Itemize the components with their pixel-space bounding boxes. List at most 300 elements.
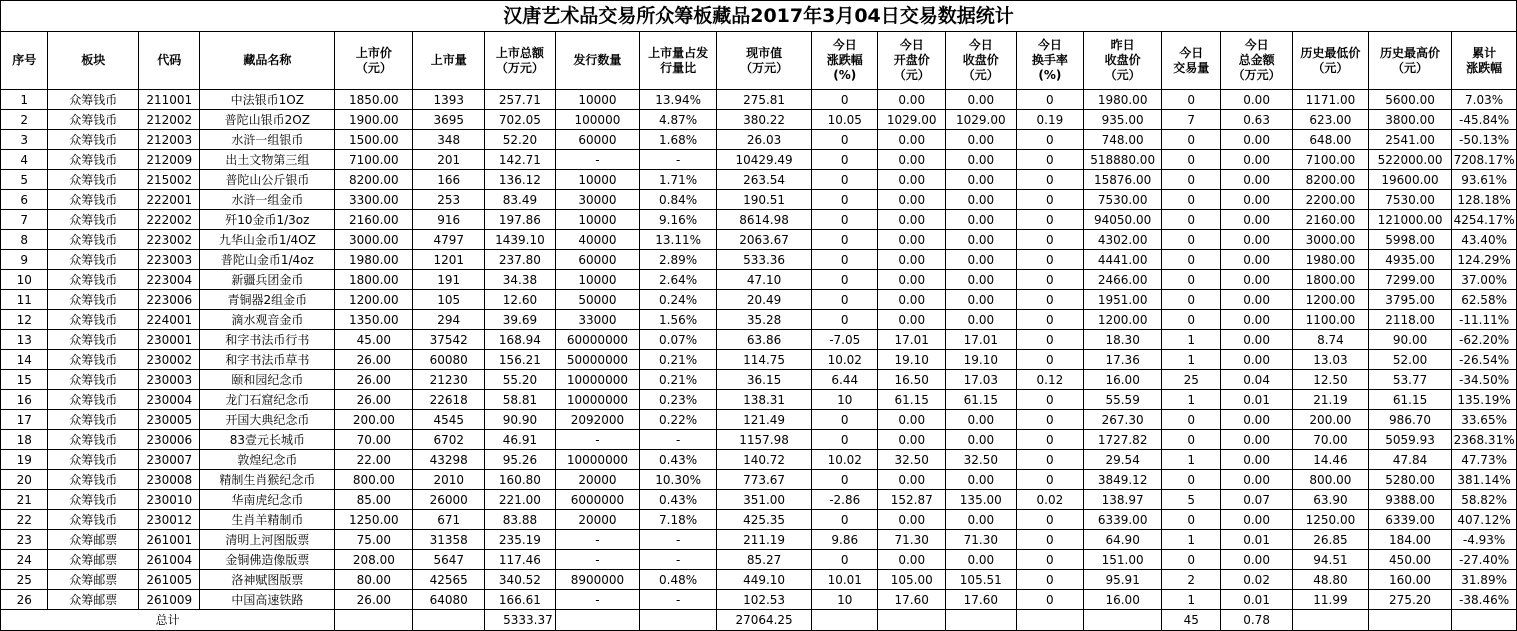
table-cell: 200.00 — [335, 410, 413, 430]
table-cell: 60000 — [555, 130, 639, 150]
table-cell: 230003 — [139, 370, 200, 390]
table-cell: 0 — [1016, 410, 1084, 430]
table-cell: 184.00 — [1368, 530, 1451, 550]
column-header-line: （万元） — [1232, 68, 1281, 82]
table-cell: 0 — [1016, 390, 1084, 410]
table-cell: 223004 — [139, 270, 200, 290]
table-cell: 19 — [1, 450, 48, 470]
table-row — [1, 470, 1517, 490]
table-cell: 33.65% — [1452, 410, 1517, 430]
table-cell: 0.00 — [878, 230, 946, 250]
table-cell: 0 — [812, 430, 878, 450]
table-cell: 0.12 — [1016, 370, 1084, 390]
column-header-line: 交易量 — [1173, 60, 1210, 75]
table-cell: 0.00 — [1221, 230, 1293, 250]
table-cell: -62.20% — [1452, 330, 1517, 350]
table-cell: 0.00 — [945, 430, 1016, 450]
table-cell: 7530.00 — [1368, 190, 1451, 210]
table-cell: 0.00 — [878, 250, 946, 270]
table-cell: 0.00 — [945, 150, 1016, 170]
table-cell: 211.19 — [717, 530, 812, 550]
table-cell: 0.48% — [640, 570, 717, 590]
table-cell: -2.86 — [812, 490, 878, 510]
table-cell: 0.23% — [640, 390, 717, 410]
table-cell: 223002 — [139, 230, 200, 250]
table-cell: 0.00 — [1221, 210, 1293, 230]
table-cell: 8614.98 — [717, 210, 812, 230]
table-cell: 0.00 — [1221, 270, 1293, 290]
table-cell: 671 — [413, 510, 485, 530]
table-cell: 水浒一组金币 — [200, 190, 335, 210]
table-cell: 20000 — [555, 510, 639, 530]
table-cell: 2 — [1, 110, 48, 130]
table-cell: 2541.00 — [1368, 130, 1451, 150]
table-cell: 9388.00 — [1368, 490, 1451, 510]
table-cell: 197.86 — [485, 210, 556, 230]
table-row — [1, 370, 1517, 390]
table-cell: 136.12 — [485, 170, 556, 190]
table-cell: 90.00 — [1368, 330, 1451, 350]
table-cell: 0 — [1162, 250, 1221, 270]
table-cell: 20 — [1, 470, 48, 490]
table-cell: 1157.98 — [717, 430, 812, 450]
table-cell: 63.90 — [1292, 490, 1368, 510]
table-cell: 10000 — [555, 170, 639, 190]
table-cell: 60080 — [413, 350, 485, 370]
table-cell: 215002 — [139, 170, 200, 190]
table-cell: 0.00 — [1221, 430, 1293, 450]
table-cell: 11.99 — [1292, 590, 1368, 610]
column-header — [1221, 32, 1293, 90]
table-cell: - — [555, 550, 639, 570]
table-cell: 263.54 — [717, 170, 812, 190]
table-cell: 702.05 — [485, 110, 556, 130]
table-cell: 0.00 — [878, 290, 946, 310]
table-cell: 10.30% — [640, 470, 717, 490]
table-cell: 0.00 — [878, 550, 946, 570]
table-cell: 0 — [812, 410, 878, 430]
table-cell: 0.21% — [640, 350, 717, 370]
table-cell: 1800.00 — [1292, 270, 1368, 290]
table-row — [1, 350, 1517, 370]
table-cell: 34.38 — [485, 270, 556, 290]
table-cell: 95.91 — [1084, 570, 1162, 590]
table-cell: 17 — [1, 410, 48, 430]
table-cell: 17.60 — [945, 590, 1016, 610]
table-cell: 0 — [812, 130, 878, 150]
table-cell: 众筹钱币 — [48, 110, 139, 130]
table-cell: 85.00 — [335, 490, 413, 510]
column-header — [812, 32, 878, 90]
table-cell: 0.00 — [945, 130, 1016, 150]
table-cell: 众筹钱币 — [48, 210, 139, 230]
table-cell: 6339.00 — [1368, 510, 1451, 530]
table-cell: 0.63 — [1221, 110, 1293, 130]
table-cell: 12.50 — [1292, 370, 1368, 390]
table-cell: 水浒一组银币 — [200, 130, 335, 150]
table-cell: 12.60 — [485, 290, 556, 310]
table-cell: 42565 — [413, 570, 485, 590]
table-cell: 151.00 — [1084, 550, 1162, 570]
header-row — [1, 32, 1517, 90]
table-cell: 2368.31% — [1452, 430, 1517, 450]
column-header-line: 开盘价 — [893, 53, 930, 67]
table-cell: 0.00 — [1221, 410, 1293, 430]
table-cell: 100000 — [555, 110, 639, 130]
total-row — [1, 610, 1517, 631]
table-cell: 0.00 — [878, 210, 946, 230]
table-cell: 7.18% — [640, 510, 717, 530]
column-header — [335, 32, 413, 90]
table-row — [1, 330, 1517, 350]
table-cell: 众筹钱币 — [48, 510, 139, 530]
column-header-line: （元） — [1104, 68, 1141, 82]
table-cell: 32.50 — [878, 450, 946, 470]
table-cell: 0.00 — [945, 290, 1016, 310]
table-cell: 83.88 — [485, 510, 556, 530]
column-header — [1292, 32, 1368, 90]
table-cell: 211001 — [139, 90, 200, 110]
table-cell: 3795.00 — [1368, 290, 1451, 310]
table-cell: 47.73% — [1452, 450, 1517, 470]
table-cell: -34.50% — [1452, 370, 1517, 390]
table-cell: 0.00 — [878, 190, 946, 210]
column-header-line: （元） — [1312, 60, 1349, 75]
table-row — [1, 90, 1517, 110]
table-cell: 1 — [1162, 350, 1221, 370]
table-cell: 45.00 — [335, 330, 413, 350]
table-cell: 滴水观音金币 — [200, 310, 335, 330]
table-cell: 0.84% — [640, 190, 717, 210]
column-header-line: 总金额 — [1238, 53, 1275, 67]
table-cell: 9.16% — [640, 210, 717, 230]
table-cell: 0.07% — [640, 330, 717, 350]
table-cell: 21230 — [413, 370, 485, 390]
table-cell: 0 — [1016, 150, 1084, 170]
table-cell: 8200.00 — [335, 170, 413, 190]
table-cell: 6702 — [413, 430, 485, 450]
table-cell: 17.01 — [945, 330, 1016, 350]
table-cell: 3300.00 — [335, 190, 413, 210]
table-row — [1, 230, 1517, 250]
table-cell: 230001 — [139, 330, 200, 350]
table-row — [1, 430, 1517, 450]
table-cell: 0 — [1016, 430, 1084, 450]
table-cell: 10 — [812, 390, 878, 410]
column-header-line: （元） — [1392, 60, 1429, 75]
table-cell: 金铜佛造像版票 — [200, 550, 335, 570]
table-cell: - — [640, 430, 717, 450]
table-cell: 普陀山银币2OZ — [200, 110, 335, 130]
table-cell: 43298 — [413, 450, 485, 470]
table-cell: 众筹钱币 — [48, 130, 139, 150]
table-cell: 0 — [1162, 510, 1221, 530]
table-cell: 4797 — [413, 230, 485, 250]
table-cell: 7100.00 — [1292, 150, 1368, 170]
table-cell: 6339.00 — [1084, 510, 1162, 530]
table-cell: 0 — [812, 310, 878, 330]
column-header-line: 历史最高价 — [1380, 45, 1441, 60]
table-cell: 22618 — [413, 390, 485, 410]
table-cell: 75.00 — [335, 530, 413, 550]
table-cell: 0 — [1162, 150, 1221, 170]
table-cell: 出土文物第三组 — [200, 150, 335, 170]
column-header — [878, 32, 946, 90]
table-cell: 2092000 — [555, 410, 639, 430]
table-cell: 清明上河图版票 — [200, 530, 335, 550]
table-cell: 20000 — [555, 470, 639, 490]
table-cell: 0 — [812, 290, 878, 310]
table-row — [1, 450, 1517, 470]
table-row — [1, 550, 1517, 570]
column-header-line: 涨跌幅 — [1466, 60, 1503, 75]
table-cell: 200.00 — [1292, 410, 1368, 430]
table-cell: 16.00 — [1084, 370, 1162, 390]
table-cell: 31.89% — [1452, 570, 1517, 590]
table-cell: 135.00 — [945, 490, 1016, 510]
table-cell: 53.77 — [1368, 370, 1451, 390]
table-cell: 26.03 — [717, 130, 812, 150]
table-cell: 230008 — [139, 470, 200, 490]
table-cell: 17.60 — [878, 590, 946, 610]
column-header — [1162, 32, 1221, 90]
table-cell: 0.00 — [878, 270, 946, 290]
table-cell: 九华山金币1/4OZ — [200, 230, 335, 250]
table-cell: 2.64% — [640, 270, 717, 290]
table-cell: 众筹邮票 — [48, 550, 139, 570]
column-header-line: 今日 — [968, 38, 993, 52]
table-cell: 6.44 — [812, 370, 878, 390]
table-cell: 歼10金币1/3oz — [200, 210, 335, 230]
table-cell: 90.90 — [485, 410, 556, 430]
column-header-line: 行量比 — [660, 60, 697, 75]
table-cell: 267.30 — [1084, 410, 1162, 430]
column-header-line: （元） — [355, 60, 392, 75]
table-cell: 80.00 — [335, 570, 413, 590]
table-cell: 10000 — [555, 270, 639, 290]
table-cell: 0.00 — [1221, 190, 1293, 210]
table-row — [1, 310, 1517, 330]
table-cell: 0 — [1162, 290, 1221, 310]
table-cell: 4441.00 — [1084, 250, 1162, 270]
table-row — [1, 190, 1517, 210]
table-cell: 22.00 — [335, 450, 413, 470]
table-cell: -26.54% — [1452, 350, 1517, 370]
table-cell: -50.13% — [1452, 130, 1517, 150]
table-cell: 0.02 — [1016, 490, 1084, 510]
table-cell: 23 — [1, 530, 48, 550]
table-cell: - — [640, 590, 717, 610]
table-cell: 1850.00 — [335, 90, 413, 110]
table-row — [1, 250, 1517, 270]
table-cell: 800.00 — [1292, 470, 1368, 490]
table-cell: 众筹钱币 — [48, 370, 139, 390]
table-cell: 257.71 — [485, 90, 556, 110]
table-cell: 94050.00 — [1084, 210, 1162, 230]
table-cell: 开国大典纪念币 — [200, 410, 335, 430]
table-row — [1, 270, 1517, 290]
table-cell: 0.00 — [945, 250, 1016, 270]
table-cell: 237.80 — [485, 250, 556, 270]
table-cell: 46.91 — [485, 430, 556, 450]
table-cell: 10 — [812, 590, 878, 610]
table-cell: 1201 — [413, 250, 485, 270]
table-cell: 中法银币1OZ — [200, 90, 335, 110]
table-cell: 0 — [1016, 250, 1084, 270]
table-cell: 230004 — [139, 390, 200, 410]
table-cell: 117.46 — [485, 550, 556, 570]
table-cell: 26.00 — [335, 370, 413, 390]
table-cell: 精制生肖猴纪念币 — [200, 470, 335, 490]
table-cell: 71.30 — [945, 530, 1016, 550]
column-header-line: 上市价 — [355, 45, 392, 60]
table-cell: 13.03 — [1292, 350, 1368, 370]
table-cell: 50000 — [555, 290, 639, 310]
table-cell: 26000 — [413, 490, 485, 510]
table-cell: 26.00 — [335, 390, 413, 410]
table-cell: 261005 — [139, 570, 200, 590]
table-cell: 0 — [1162, 470, 1221, 490]
total-amount: 0.78 — [1221, 610, 1293, 631]
table-cell: 颐和园纪念币 — [200, 370, 335, 390]
table-cell: 26.85 — [1292, 530, 1368, 550]
table-cell: 1800.00 — [335, 270, 413, 290]
table-cell: 64080 — [413, 590, 485, 610]
table-cell: 0.00 — [878, 90, 946, 110]
table-cell: 9 — [1, 250, 48, 270]
table-cell: 0 — [1016, 90, 1084, 110]
table-cell: 5 — [1, 170, 48, 190]
table-cell: 0.43% — [640, 490, 717, 510]
table-cell: 6000000 — [555, 490, 639, 510]
column-header — [139, 32, 200, 90]
table-cell: 18 — [1, 430, 48, 450]
table-cell: 212009 — [139, 150, 200, 170]
table-cell: 21 — [1, 490, 48, 510]
table-cell: 18.30 — [1084, 330, 1162, 350]
total-label: 总计 — [1, 610, 335, 631]
table-cell: 190.51 — [717, 190, 812, 210]
table-cell: 众筹钱币 — [48, 270, 139, 290]
column-header — [555, 32, 639, 90]
table-cell: 0 — [1162, 130, 1221, 150]
table-cell: 1980.00 — [335, 250, 413, 270]
table-cell: 3695 — [413, 110, 485, 130]
table-cell: 0.00 — [1221, 330, 1293, 350]
table-cell: 众筹钱币 — [48, 450, 139, 470]
table-cell: 0 — [812, 510, 878, 530]
table-cell: 1 — [1162, 590, 1221, 610]
table-cell: 7208.17% — [1452, 150, 1517, 170]
table-cell: 5998.00 — [1368, 230, 1451, 250]
table-cell: 156.21 — [485, 350, 556, 370]
table-cell: 160.80 — [485, 470, 556, 490]
table-cell: 47.10 — [717, 270, 812, 290]
table-cell: 众筹邮票 — [48, 570, 139, 590]
table-cell: 449.10 — [717, 570, 812, 590]
table-cell: 0 — [1016, 170, 1084, 190]
table-cell: 522000.00 — [1368, 150, 1451, 170]
table-cell: 2200.00 — [1292, 190, 1368, 210]
table-cell: 7 — [1162, 110, 1221, 130]
table-cell: 众筹钱币 — [48, 250, 139, 270]
column-header-line: （元） — [962, 68, 999, 82]
table-cell: 26.00 — [335, 590, 413, 610]
table-cell: 10000 — [555, 210, 639, 230]
column-header-line: 现市值 — [746, 45, 783, 60]
table-cell: 0.00 — [1221, 90, 1293, 110]
table-cell: 3 — [1, 130, 48, 150]
table-cell: 47.84 — [1368, 450, 1451, 470]
table-cell: 1 — [1162, 450, 1221, 470]
table-cell: 0.00 — [878, 510, 946, 530]
total-volume: 45 — [1162, 610, 1221, 631]
table-cell: 61.15 — [878, 390, 946, 410]
table-cell: 2.89% — [640, 250, 717, 270]
table-cell: 7.03% — [1452, 90, 1517, 110]
column-header-line: （元） — [893, 68, 930, 82]
table-row — [1, 210, 1517, 230]
table-cell: 0.00 — [945, 190, 1016, 210]
table-cell: 224001 — [139, 310, 200, 330]
table-cell: 0.00 — [878, 310, 946, 330]
table-cell: 0.00 — [1221, 510, 1293, 530]
table-cell: 众筹钱币 — [48, 170, 139, 190]
table-cell: 61.15 — [1368, 390, 1451, 410]
table-cell: 7 — [1, 210, 48, 230]
table-cell: 1029.00 — [878, 110, 946, 130]
table-cell: 19.10 — [945, 350, 1016, 370]
table-cell: 0.00 — [1221, 350, 1293, 370]
table-cell: 0.01 — [1221, 390, 1293, 410]
column-header — [485, 32, 556, 90]
table-cell: 2118.00 — [1368, 310, 1451, 330]
table-cell: 121.49 — [717, 410, 812, 430]
table-cell: 0 — [1016, 470, 1084, 490]
column-header — [1084, 32, 1162, 90]
table-cell: 21.19 — [1292, 390, 1368, 410]
table-cell: 1393 — [413, 90, 485, 110]
table-cell: 1100.00 — [1292, 310, 1368, 330]
table-cell: 39.69 — [485, 310, 556, 330]
table-cell: 19600.00 — [1368, 170, 1451, 190]
table-cell: 9.86 — [812, 530, 878, 550]
table-cell: 212003 — [139, 130, 200, 150]
table-cell: 2010 — [413, 470, 485, 490]
table-cell: - — [555, 590, 639, 610]
table-row — [1, 410, 1517, 430]
table-row — [1, 390, 1517, 410]
table-cell: 518880.00 — [1084, 150, 1162, 170]
table-cell: 0 — [1162, 550, 1221, 570]
table-cell: 50000000 — [555, 350, 639, 370]
table-cell: 3849.12 — [1084, 470, 1162, 490]
table-row — [1, 590, 1517, 610]
column-header-line: 今日 — [832, 38, 857, 52]
column-header-line: 上市量占发 — [648, 45, 709, 60]
table-cell: 93.61% — [1452, 170, 1517, 190]
table-cell: 25 — [1, 570, 48, 590]
table-cell: 0 — [812, 190, 878, 210]
table-cell: 众筹钱币 — [48, 430, 139, 450]
table-cell: 0 — [1162, 90, 1221, 110]
table-cell: 8900000 — [555, 570, 639, 590]
table-cell: - — [640, 550, 717, 570]
table-cell: 348 — [413, 130, 485, 150]
table-cell: 2160.00 — [335, 210, 413, 230]
table-cell: 0 — [812, 230, 878, 250]
column-header-line: 收盘价 — [1104, 53, 1141, 67]
